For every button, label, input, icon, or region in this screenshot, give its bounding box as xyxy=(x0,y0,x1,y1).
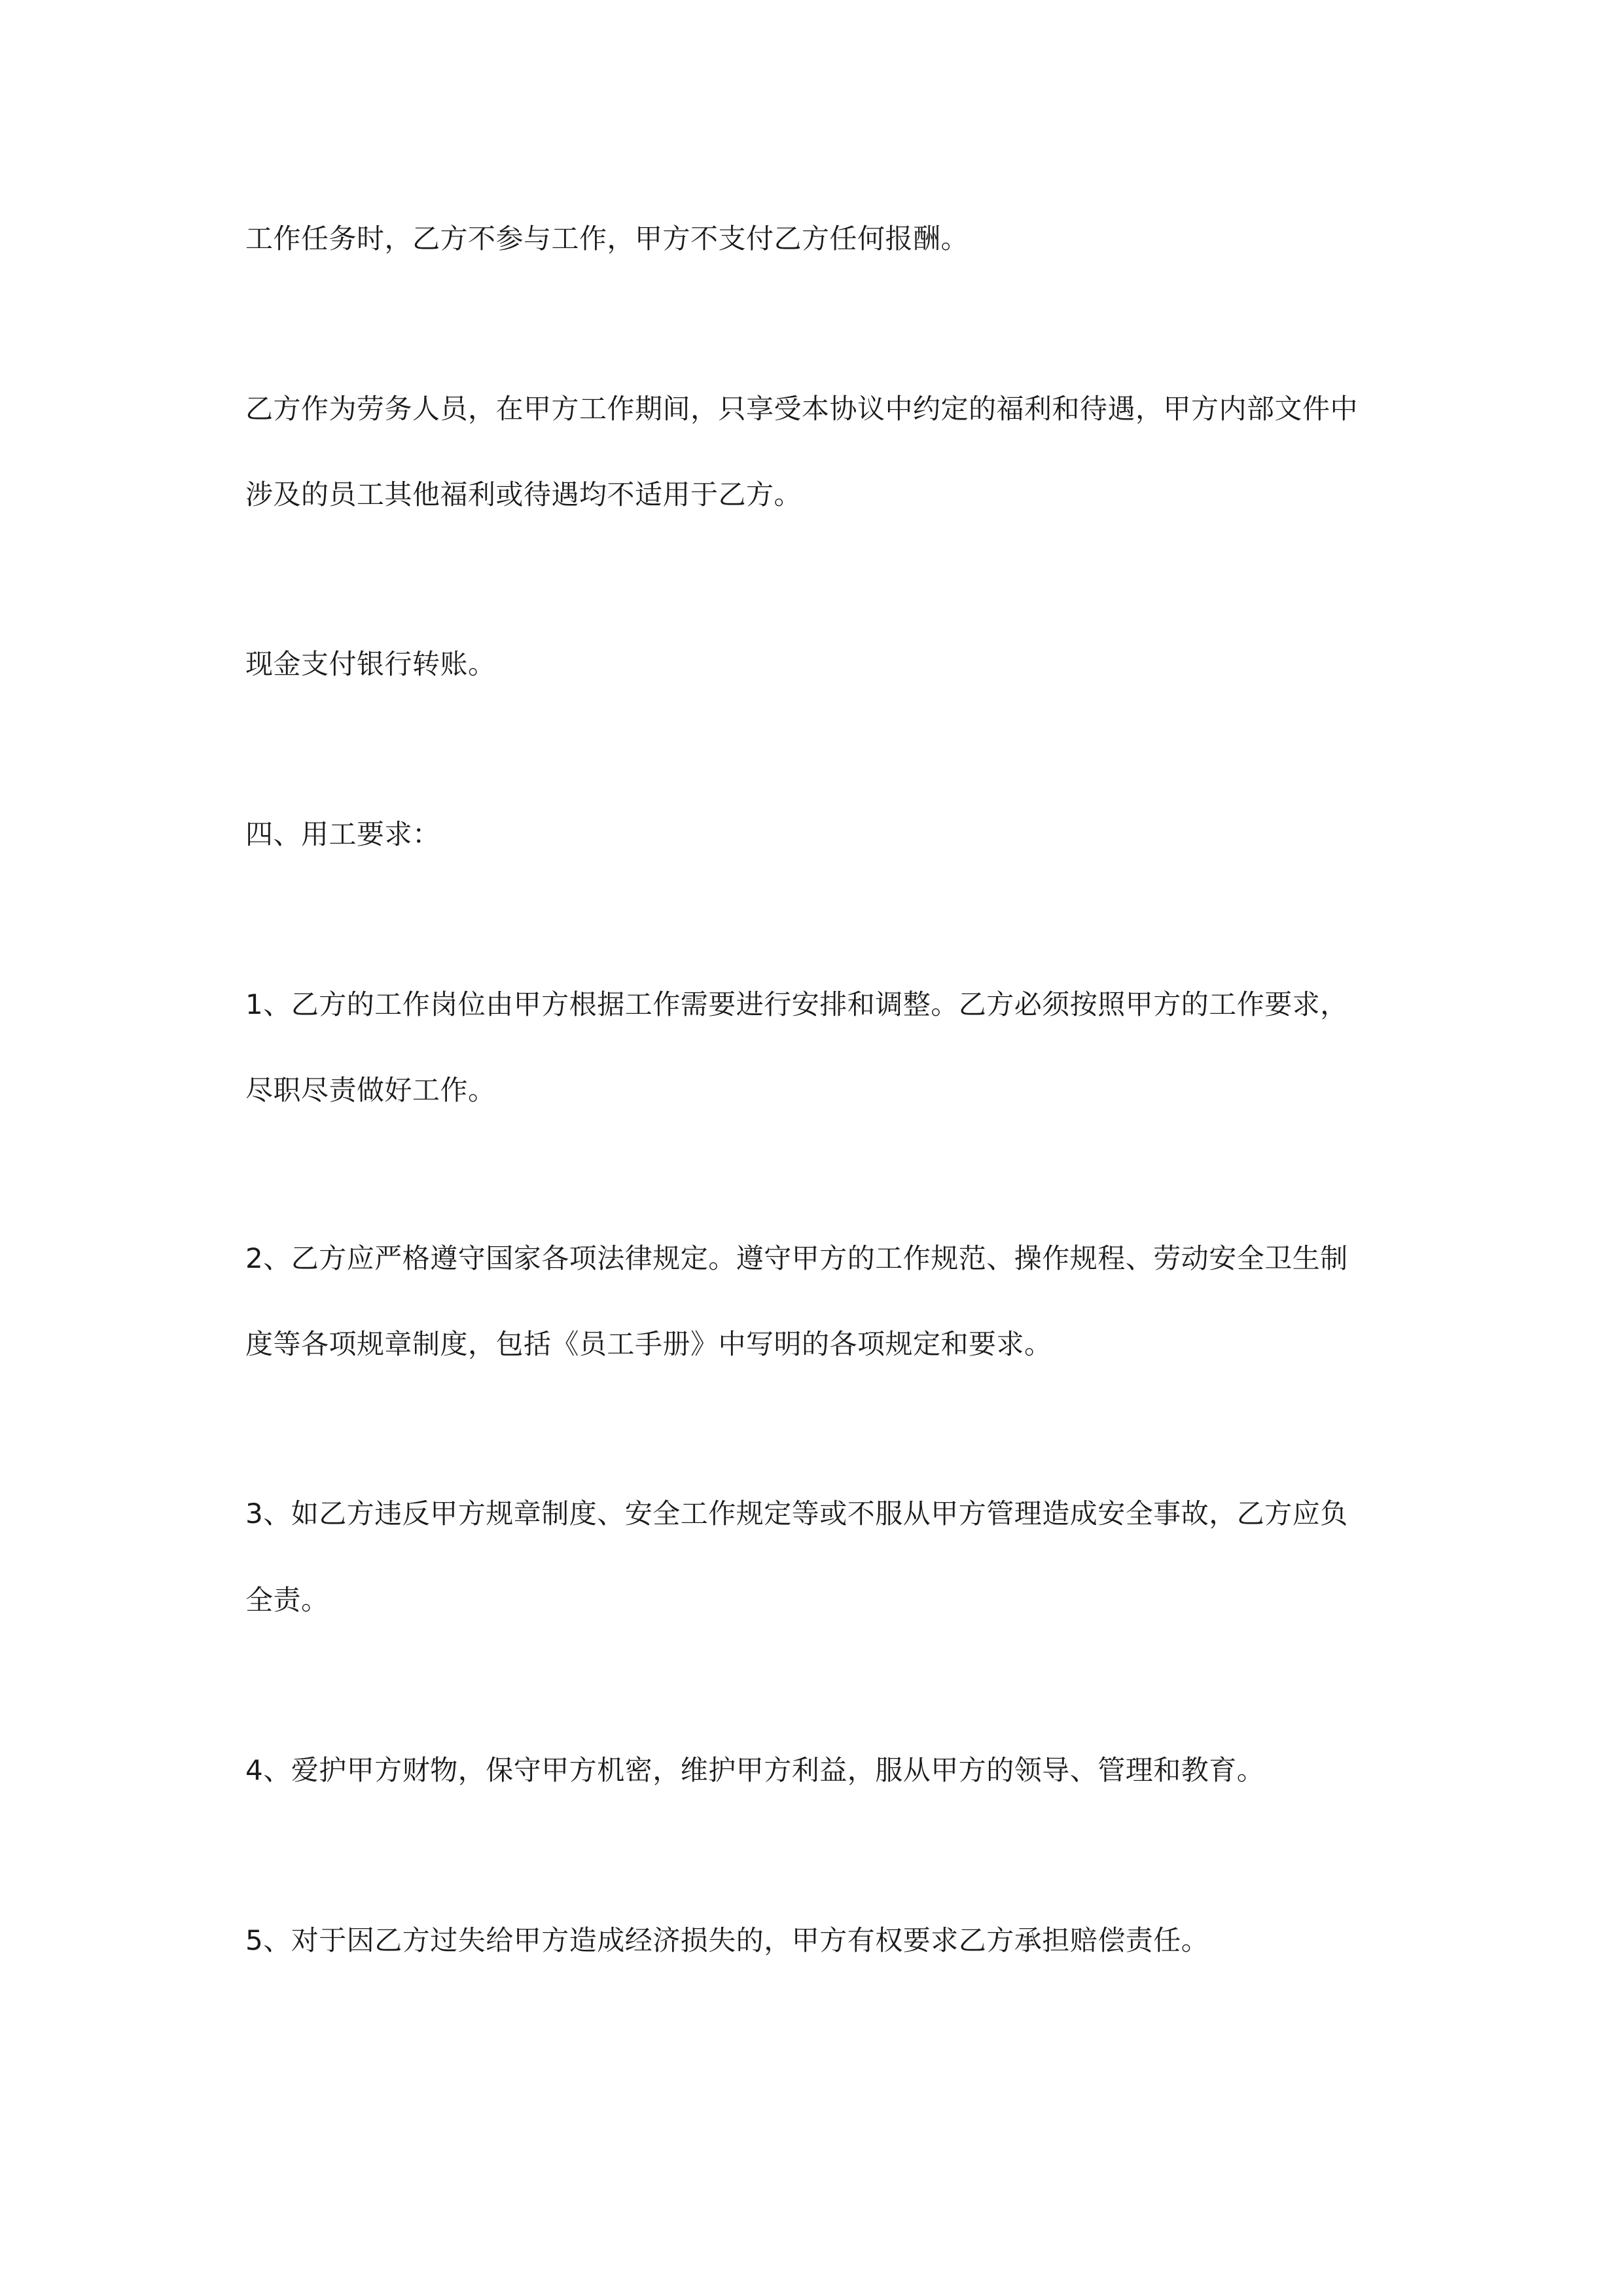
item-2-line-2: 度等各项规章制度，包括《员工手册》中写明的各项规定和要求。 xyxy=(245,1328,1052,1360)
paragraph-2-line-1: 乙方作为劳务人员，在甲方工作期间，只享受本协议中约定的福利和待遇，甲方内部文件中 xyxy=(245,393,1359,425)
paragraph-3-line-1: 现金支付银行转账。 xyxy=(245,648,496,680)
item-1-line-1: 1、乙方的工作岗位由甲方根据工作需要进行安排和调整。乙方必须按照甲方的工作要求， xyxy=(245,988,1348,1020)
paragraph-2-line-2: 涉及的员工其他福利或待遇均不适用于乙方。 xyxy=(245,478,802,511)
item-4-line-1: 4、爱护甲方财物，保守甲方机密，维护甲方利益，服从甲方的领导、管理和教育。 xyxy=(245,1754,1265,1786)
item-3-line-2: 全责。 xyxy=(245,1584,329,1616)
item-2-line-1: 2、乙方应严格遵守国家各项法律规定。遵守甲方的工作规范、操作规程、劳动安全卫生制 xyxy=(245,1242,1348,1274)
item-3-line-1: 3、如乙方违反甲方规章制度、安全工作规定等或不服从甲方管理造成安全事故，乙方应负 xyxy=(245,1498,1348,1530)
paragraph-1-line-1: 工作任务时，乙方不参与工作，甲方不支付乙方任何报酬。 xyxy=(245,223,969,255)
item-1-line-2: 尽职尽责做好工作。 xyxy=(245,1074,496,1106)
item-5-line-1: 5、对于因乙方过失给甲方造成经济损失的，甲方有权要求乙方承担赔偿责任。 xyxy=(245,1924,1209,1956)
section-heading: 四、用工要求： xyxy=(245,818,440,850)
